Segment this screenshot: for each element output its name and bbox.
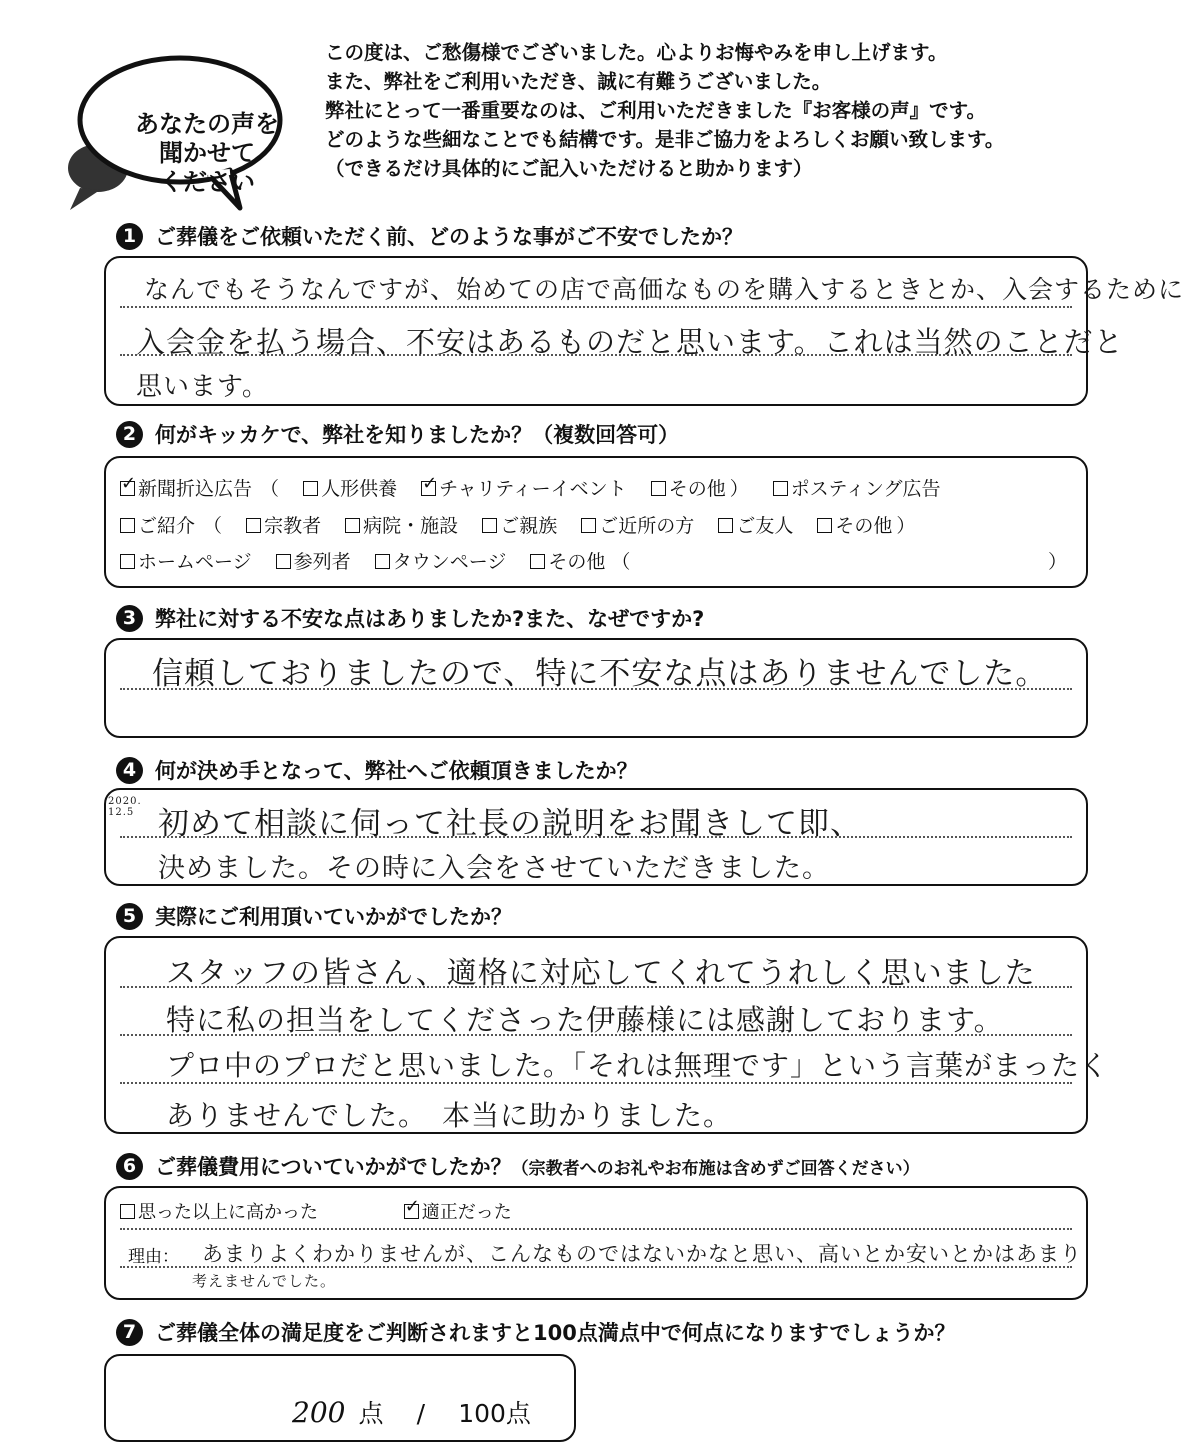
score-value: 200 [292, 1396, 346, 1429]
question-3: 3 弊社に対する不安な点はありましたか?また、なぜですか? [116, 604, 704, 634]
score-max: 100点 [458, 1399, 531, 1428]
answer-1-line-1: なんでもそうなんですが、始めての店で高価なものを購入するときとか、入会するために [144, 275, 1185, 304]
question-2: 2 何がキッカケで、弊社を知りましたか？（複数回答可） [116, 420, 679, 450]
reason-line-2: 考えませんでした。 [192, 1272, 337, 1290]
option-neighbors[interactable]: ご近所の方 [581, 511, 694, 538]
answer-box-4 [104, 788, 1088, 886]
score [292, 1394, 531, 1430]
date-note: 2020. 12.5 [108, 796, 142, 818]
question-4: 4 何が決め手となって、弊社へご依頼頂きましたか？ [116, 756, 638, 786]
paren-close: ） [1048, 551, 1068, 573]
option-doll-memorial[interactable]: 人形供養 [303, 474, 397, 501]
option-relatives[interactable]: ご親族 [482, 511, 557, 538]
answer-box-3 [104, 638, 1088, 738]
option-referral[interactable]: ご紹介 （ [120, 511, 222, 538]
option-posting-ad[interactable]: ポスティング広告 [773, 474, 941, 501]
voice-bubble [40, 38, 290, 218]
reason-line-1: あまりよくわかりませんが、こんなものではないかなと思い、高いとか安いとかはあまり [202, 1242, 1082, 1266]
option-other-1[interactable]: その他 ） [651, 474, 749, 501]
source-options-row-2 [120, 511, 933, 538]
answer-box-2 [104, 456, 1088, 588]
answer-4-line-1: 初めて相談に伺って社長の説明をお聞きして即、 [158, 806, 862, 842]
answer-3-line-1: 信頼しておりましたので、特に不安な点はありませんでした。 [152, 656, 1048, 692]
question-7: 7 ご葬儀全体の満足度をご判断されますと100点満点中で何点になりますでしょうか？ [116, 1318, 955, 1348]
source-options-row-3 [120, 547, 1070, 574]
option-hospital[interactable]: 病院・施設 [345, 511, 458, 538]
bubble-title: あなたの声を 聞かせて ください [135, 110, 279, 196]
option-charity-event[interactable]: ✓ チャリティーイベント [421, 474, 627, 501]
answer-box-1 [104, 256, 1185, 406]
cost-options [120, 1198, 530, 1224]
score-unit: 点 [358, 1399, 384, 1428]
question-6: 6 ご葬儀費用についていかがでしたか？（宗教者へのお礼やお布施は含めずご回答ください） [116, 1152, 920, 1182]
source-options-row-1 [120, 474, 959, 501]
answer-5-line-4: ありませんでした。 本当に助かりました。 [166, 1099, 733, 1132]
option-attendee[interactable]: 参列者 [276, 547, 351, 574]
answer-5-line-1: スタッフの皆さん、適格に対応してくれてうれしく思いました [166, 956, 1036, 991]
answer-box-6 [104, 1186, 1088, 1300]
answer-5-line-2: 特に私の担当をしてくださった伊藤様には感謝しております。 [166, 1003, 1004, 1037]
answer-1-line-2: 入会金を払う場合、不安はあるものだと思います。これは当然のことだと [136, 325, 1124, 359]
option-other-3[interactable]: その他 （ [530, 547, 630, 574]
answer-5-line-3: プロ中のプロだと思いました。「それは無理です」という言葉がまったく [166, 1049, 1110, 1082]
score-box [104, 1354, 576, 1442]
question-1: 1 ご葬儀をご依頼いただく前、どのような事がご不安でしたか？ [116, 222, 743, 252]
intro-text: この度は、ご愁傷様でございました。心よりお悔やみを申し上げます。 また、弊社をご利用いただき、誠に有難うございました。 弊社にとって一番重要なのは、ご利用いただきました『お客様の声』です。 どのような些細なことでも結構です。是非ご協力をよろしくお願い致します。 （できるだけ具体的にご記入いただけると助かります） [325, 41, 1005, 180]
option-townpage[interactable]: タウンページ [375, 547, 507, 574]
option-friends[interactable]: ご友人 [718, 511, 793, 538]
option-too-expensive[interactable]: 思った以上に高かった [120, 1198, 318, 1224]
score-slash: / [416, 1399, 426, 1428]
option-religious[interactable]: 宗教者 [246, 511, 321, 538]
option-newspaper[interactable]: ✓新聞折込広告 （ [120, 474, 279, 501]
option-other-2[interactable]: その他 ） [817, 511, 915, 538]
option-homepage[interactable]: ホームページ [120, 547, 252, 574]
answer-4-line-2: 決めました。その時に入会をさせていただきました。 [158, 853, 830, 884]
option-reasonable[interactable]: ✓ 適正だった [404, 1198, 512, 1224]
answer-1-line-3: 思います。 [136, 372, 269, 402]
question-5: 5 実際にご利用頂いていかがでしたか？ [116, 902, 512, 932]
answer-box-5 [104, 936, 1110, 1134]
reason-label: 理由： [128, 1247, 179, 1267]
